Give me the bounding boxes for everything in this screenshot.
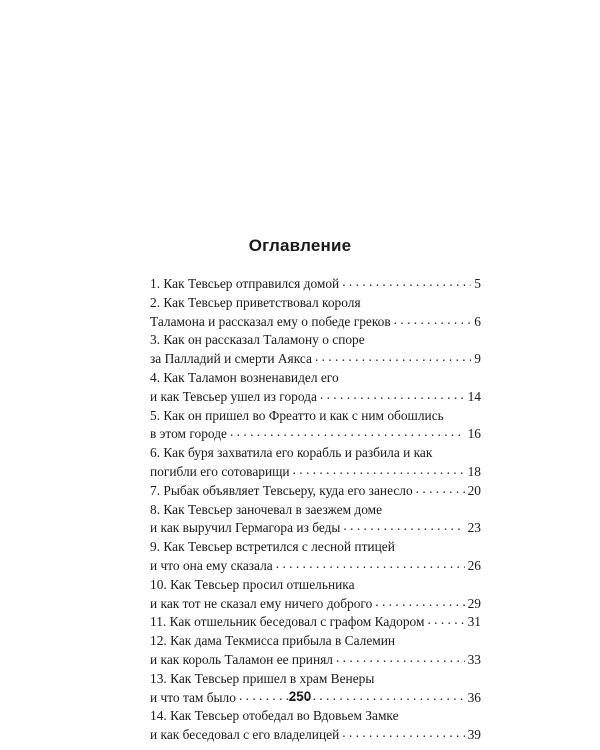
dot-leader [336, 649, 465, 668]
toc-page-number: 16 [467, 426, 481, 442]
toc-entry-line [150, 388, 481, 407]
toc-entry-title: и как беседовал с его владелицей [150, 727, 340, 743]
dot-leader [342, 724, 464, 743]
dot-leader [394, 311, 472, 330]
toc-entry [150, 501, 481, 539]
dot-leader [230, 423, 465, 442]
toc-entry [150, 613, 481, 632]
toc-entry [150, 369, 481, 407]
toc-entry-title: и что она ему сказала [150, 557, 273, 573]
toc-page-number: 33 [467, 651, 481, 667]
dot-leader [342, 273, 471, 292]
toc-entry-line [150, 557, 481, 576]
toc-entry-title: и как тот не сказал ему ничего доброго [150, 595, 373, 611]
toc-page-number: 26 [467, 557, 481, 573]
toc-entry [150, 576, 481, 614]
toc-entry-title: 1. Как Тевсьер отправился домой [150, 276, 340, 291]
toc-entry [150, 275, 481, 294]
toc-entry-line [150, 482, 481, 501]
toc-page-number: 9 [474, 351, 481, 367]
dot-leader [343, 517, 464, 536]
toc-page-number: 20 [467, 482, 481, 498]
toc-entry [150, 331, 481, 369]
toc-entry-title: и как Тевсьер ушел из города [150, 388, 317, 404]
toc-entry [150, 707, 481, 745]
toc-entry-first-line: 10. Как Тевсьер просил отшельника [150, 576, 355, 592]
toc-entry-title: 11. Как отшельник беседовал с графом Кадором [150, 614, 425, 630]
toc-entry-first-line: 13. Как Тевсьер пришел в храм Венеры [150, 670, 375, 686]
dot-leader [375, 593, 464, 612]
toc-entry-line [150, 275, 481, 294]
toc-page-number: 31 [467, 614, 481, 630]
toc-page-number: 5 [474, 276, 481, 291]
toc-entry-first-line: 6. Как буря захватила его корабль и разбила и как [150, 445, 433, 461]
toc-page-number: 6 [474, 313, 481, 329]
toc-entry [150, 294, 481, 332]
toc-entry-title: за Палладий и смерти Аякса [150, 351, 312, 367]
toc-entry-line [150, 651, 481, 670]
toc-page-number: 23 [467, 520, 481, 536]
toc-entry-line [150, 613, 481, 632]
toc-entry-line [150, 350, 481, 369]
dot-leader [315, 348, 471, 367]
toc-page-number: 39 [467, 727, 481, 743]
toc-entry-title: в этом городе [150, 426, 227, 442]
dot-leader [416, 480, 465, 499]
toc-entry-first-line: 9. Как Тевсьер встретился с лесной птицей [150, 539, 395, 555]
toc-entry-first-line: 2. Как Тевсьер приветствовал короля [150, 294, 361, 310]
toc-entry-first-line: 4. Как Таламон возненавидел его [150, 369, 339, 385]
toc-entry-first-line: 12. Как дама Текмисса прибыла в Салемин [150, 633, 396, 649]
page-title: Оглавление [248, 236, 352, 255]
toc-entry-title: и что там было [150, 689, 236, 705]
toc-entry [150, 538, 481, 576]
toc-entry [150, 632, 481, 670]
dot-leader [320, 386, 465, 405]
toc-entry-line [150, 425, 481, 444]
toc-entry-title: и как выручил Гермагора из беды [150, 520, 341, 536]
dot-leader [276, 555, 465, 574]
toc-entry-first-line: 5. Как он пришел во Фреатто и как с ним обошлись [150, 407, 444, 423]
toc-entry-first-line: 3. Как он рассказал Таламону о споре [150, 332, 365, 348]
toc-page-number: 14 [467, 388, 481, 404]
toc-entry-first-line: 14. Как Тевсьер отобедал во Вдовьем Замке [150, 708, 399, 724]
toc-entry [150, 444, 481, 482]
dot-leader [427, 611, 464, 630]
toc-entry-line [150, 519, 481, 538]
toc-entry-title: Таламона и рассказал ему о победе греков [150, 313, 391, 329]
toc-entry-title: 7. Рыбак объявляет Тевсьеру, куда его занесло [150, 482, 413, 498]
toc-page-number: 36 [467, 689, 481, 705]
page-number-footer: 250 [288, 689, 312, 704]
toc-page-number: 29 [467, 595, 481, 611]
toc-entry-first-line: 8. Как Тевсьер заночевал в заезжем доме [150, 501, 383, 517]
toc-entry-line [150, 726, 481, 745]
toc-entry-line [150, 313, 481, 332]
dot-leader [293, 461, 465, 480]
table-of-contents [150, 275, 481, 745]
toc-entry [150, 407, 481, 445]
toc-entry [150, 482, 481, 501]
toc-entry-title: и как король Таламон ее принял [150, 651, 333, 667]
toc-entry-title: погибли его сотоварищи [150, 463, 290, 479]
toc-page-number: 18 [467, 463, 481, 479]
